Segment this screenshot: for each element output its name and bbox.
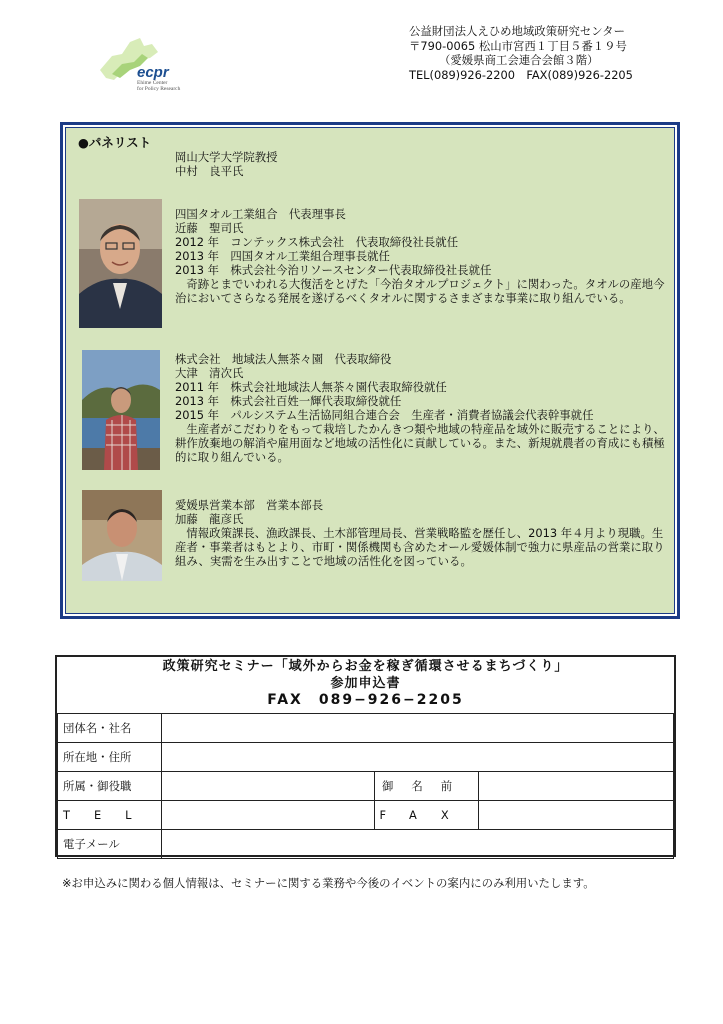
org-building: （愛媛県商工会連合会館３階） (439, 53, 599, 67)
photo-kato (82, 490, 162, 581)
logo-name: ecpr (137, 64, 169, 81)
panelist-4-profile: 愛媛県営業本部 営業本部長 加藤 龍彦氏 (175, 498, 324, 526)
organization-info (409, 24, 633, 82)
tel-label: TEL (58, 801, 162, 830)
form-frame-right (674, 655, 676, 857)
address-field[interactable] (161, 743, 673, 772)
name-label: 御名前 (374, 772, 478, 801)
panelist-4-description: 情報政策課長、漁政課長、土木部管理局長、営業戦略監を歴任し、2013 年４月より現職。生産者・事業者はもとより、市町・関係機関も含めたオール愛媛体制で強力に県産品の営業に取り組み、実需を生み出すことで地域の活性化を図っている。 (175, 526, 665, 568)
panelist-3-description: 生産者がこだわりをもって栽培したかんきつ類や地域の特産品を域外に販売することにより、耕作放棄地の解消や雇用面など地域の活性化に貢献している。また、新規就農者の育成にも積極的に取り組んでいる。 (175, 422, 665, 464)
email-field[interactable] (161, 830, 673, 859)
name-field[interactable] (478, 772, 673, 801)
form-row-organization (58, 714, 674, 743)
form-row-email (58, 830, 674, 859)
form-subtitle: 参加申込書 (330, 676, 401, 691)
dept-field[interactable] (161, 772, 374, 801)
org-field[interactable] (161, 714, 673, 743)
photo-otsu (82, 350, 160, 470)
form-row-tel-fax (58, 801, 674, 830)
section-title: ●パネリスト (78, 135, 152, 150)
org-address: 〒790-0065 松山市宮西１丁目５番１９号 (409, 38, 627, 53)
address-label: 所在地・住所 (58, 743, 162, 772)
logo-subtitle: Ehime Center for Policy Research (137, 80, 181, 92)
org-label: 団体名・社名 (58, 714, 162, 743)
dept-label: 所属・御役職 (58, 772, 162, 801)
org-contact: TEL(089)926-2200 FAX(089)926-2205 (409, 67, 633, 82)
panelist-3-profile: 株式会社 地域法人無茶々園 代表取締役 大津 清次氏 2011 年 株式会社地域法人無茶々園代表取締役就任 2013 年 株式会社百姓一輝代表取締役就任 2015 年 パルシステム生活協同組合連合会 生産者・消費者協議会代表幹事就任 (175, 352, 594, 422)
tel-field[interactable] (161, 801, 374, 830)
email-label: 電子メール (58, 830, 162, 859)
panelist-2-profile: 四国タオル工業組合 代表理事長 近藤 聖司氏 2012 年 コンテックス株式会社 代表取締役社長就任 2013 年 四国タオル工業組合理事長就任 2013 年 株式会社今治リソースセンター代表取締役社長就任 (175, 207, 492, 277)
seminar-title: 政策研究セミナー「域外からお金を稼ぎ循環させるまちづくり」 (162, 659, 569, 674)
form-title (57, 658, 674, 709)
privacy-note: ※お申込みに関わる個人情報は、セミナーに関する業務や今後のイベントの案内にのみ利用いたします。 (62, 876, 595, 890)
panelist-1: 岡山大学大学院教授 中村 良平氏 (175, 150, 278, 178)
org-name: 公益財団法人えひめ地域政策研究センター (409, 24, 625, 38)
panelist-2-description: 奇跡とまでいわれる大復活をとげた「今治タオルプロジェクト」に関わった。タオルの産地今治においてさらなる発展を遂げるべくタオルに関するさまざまな事業に取り組んでいる。 (175, 277, 665, 305)
form-fax-number: FAX 089−926−2205 (267, 692, 464, 708)
form-row-address (58, 743, 674, 772)
fax-label: FAX (374, 801, 478, 830)
form-row-department (58, 772, 674, 801)
form-frame-top (55, 655, 676, 657)
fax-field[interactable] (478, 801, 673, 830)
application-form (57, 713, 674, 859)
photo-kondo (79, 199, 162, 328)
